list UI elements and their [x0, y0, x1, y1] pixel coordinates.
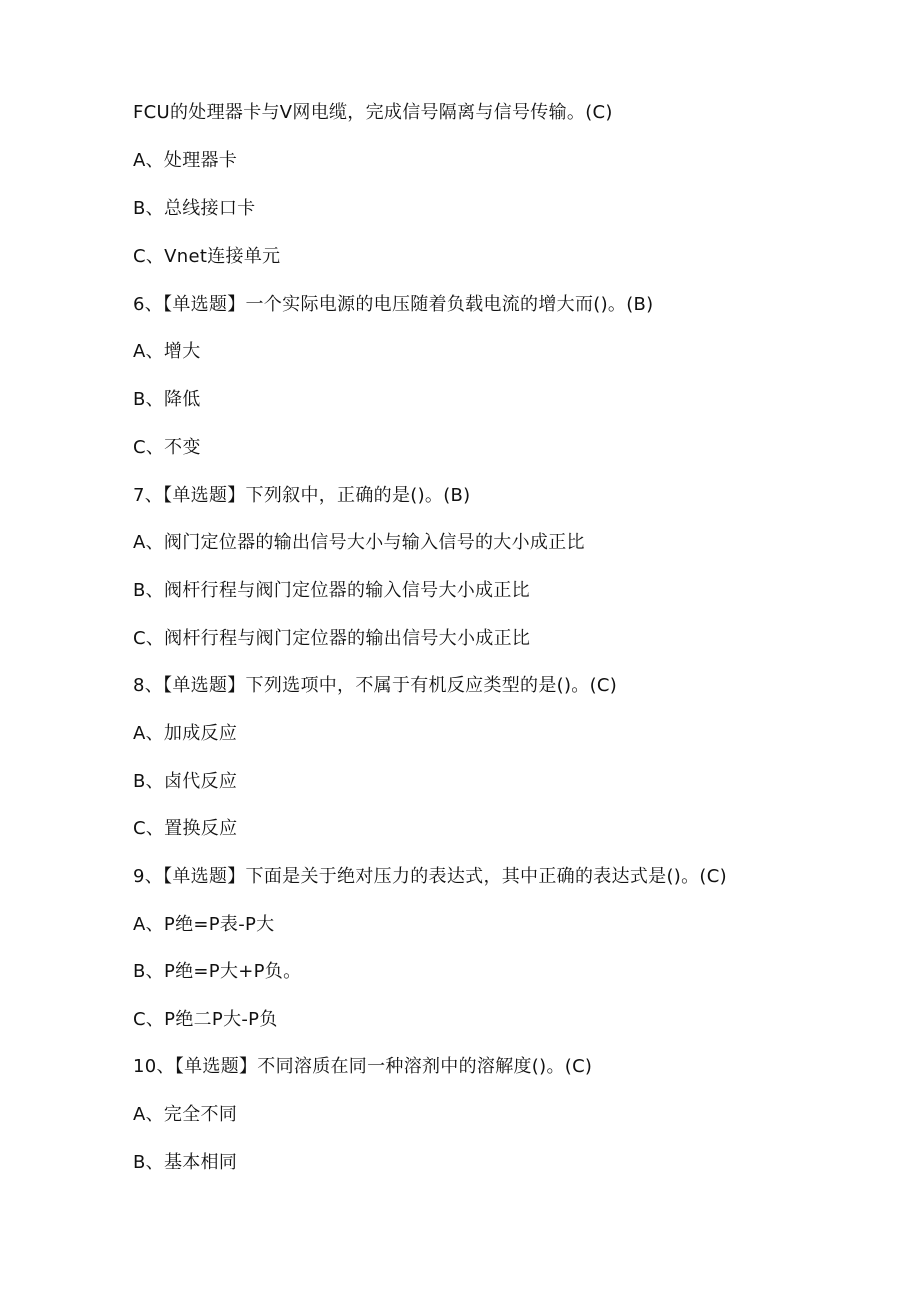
- question-8-option-b: B、卤代反应: [133, 771, 238, 792]
- question-8-option-a: A、加成反应: [133, 723, 238, 744]
- question-9-stem: 9、【单选题】下面是关于绝对压力的表达式，其中正确的表达式是()。(C): [133, 866, 727, 887]
- question-9-option-c: C、P绝二P大-P负: [133, 1009, 278, 1030]
- question-9-option-a: A、P绝=P表-P大: [133, 914, 275, 935]
- question-6-option-c: C、不变: [133, 437, 201, 458]
- question-7-option-b: B、阀杆行程与阀门定位器的输入信号大小成正比: [133, 580, 530, 601]
- question-9-option-b: B、P绝=P大+P负。: [133, 961, 302, 982]
- question-5-option-b: B、总线接口卡: [133, 198, 256, 219]
- question-10-option-b: B、基本相同: [133, 1152, 238, 1173]
- question-5-option-c: C、Vnet连接单元: [133, 246, 281, 267]
- question-8-option-c: C、置换反应: [133, 818, 238, 839]
- question-7-option-c: C、阀杆行程与阀门定位器的输出信号大小成正比: [133, 628, 531, 649]
- question-8-stem: 8、【单选题】下列选项中，不属于有机反应类型的是()。(C): [133, 675, 618, 696]
- question-7-option-a: A、阀门定位器的输出信号大小与输入信号的大小成正比: [133, 532, 585, 553]
- question-5-stem: FCU的处理器卡与V网电缆，完成信号隔离与信号传输。(C): [133, 102, 613, 123]
- question-6-option-b: B、降低: [133, 389, 201, 410]
- question-10-option-a: A、完全不同: [133, 1104, 238, 1125]
- question-6-option-a: A、增大: [133, 341, 201, 362]
- question-6-stem: 6、【单选题】一个实际电源的电压随着负载电流的增大而()。(B): [133, 294, 654, 315]
- question-7-stem: 7、【单选题】下列叙中，正确的是()。(B): [133, 485, 471, 506]
- question-10-stem: 10、【单选题】不同溶质在同一种溶剂中的溶解度()。(C): [133, 1056, 593, 1077]
- question-5-option-a: A、处理器卡: [133, 150, 238, 171]
